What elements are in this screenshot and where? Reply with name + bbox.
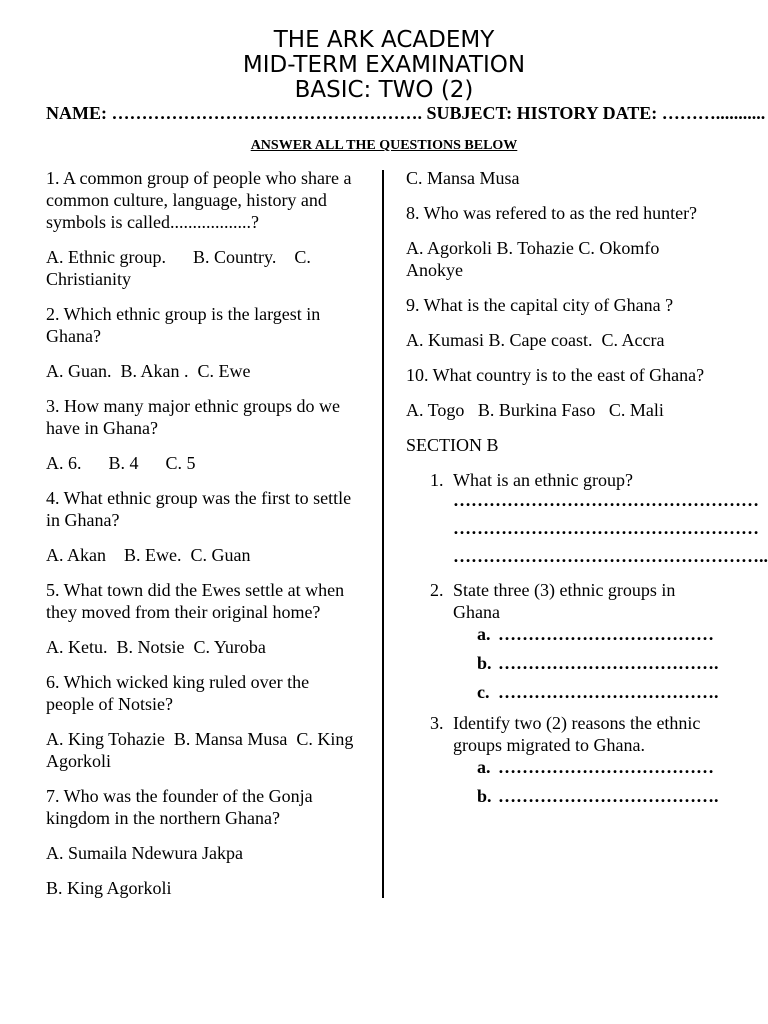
answer-line: ………………………………. <box>498 786 719 806</box>
part-label: c. <box>477 682 490 702</box>
question-text: What is an ethnic group? <box>453 470 633 490</box>
question-2-text: 2. Which ethnic group is the largest in Ghana? <box>46 304 325 346</box>
answer-line: …………………………………………… <box>453 490 759 510</box>
question-9-options: A. Kumasi B. Cape coast. C. Accra <box>406 330 665 350</box>
question-3-text: 3. How many major ethnic groups do we have in Ghana? <box>46 396 345 438</box>
part-label: a. <box>477 624 491 644</box>
question-6-options: A. King Tohazie B. Mansa Musa C. King Agorkoli <box>46 729 357 771</box>
answer-parts <box>453 753 719 811</box>
left-column <box>46 167 359 912</box>
right-column <box>406 167 768 816</box>
section-b-questions <box>406 469 768 809</box>
question-text: State three (3) ethnic groups in Ghana <box>453 580 676 622</box>
answer-part <box>477 782 719 811</box>
name-subject-date-line: NAME: ……………………………………………. SUBJECT: HISTORY DATE: ………........... <box>46 103 766 123</box>
question-7-option-c: C. Mansa Musa <box>406 168 520 188</box>
question-8-options: A. Agorkoli B. Tohazie C. Okomfo Anokye <box>406 238 663 280</box>
answer-lines <box>453 486 768 570</box>
answer-part <box>477 753 719 782</box>
answer-line: …………………………………………….. <box>453 546 768 566</box>
question-number: 3. <box>430 713 444 733</box>
part-label: a. <box>477 757 491 777</box>
question-1-options: A. Ethnic group. B. Country. C. Christianity <box>46 247 316 289</box>
answer-line: …………………………………………… <box>453 518 759 538</box>
answer-line: ………………………………. <box>498 682 719 702</box>
question-9-text: 9. What is the capital city of Ghana ? <box>406 295 674 315</box>
school-name: THE ARK ACADEMY <box>273 27 495 53</box>
question-number: 2. <box>430 580 444 600</box>
exam-title: MID-TERM EXAMINATION <box>242 52 526 78</box>
question-2-options: A. Guan. B. Akan . C. Ewe <box>46 361 251 381</box>
answer-line: ………………………………. <box>498 653 719 673</box>
question-7-text: 7. Who was the founder of the Gonja kingdom in the northern Ghana? <box>46 786 318 828</box>
answer-part <box>477 620 719 649</box>
question-4-options: A. Akan B. Ewe. C. Guan <box>46 545 251 565</box>
answer-part <box>477 678 719 707</box>
question-5-options: A. Ketu. B. Notsie C. Yuroba <box>46 637 266 657</box>
section-b-question-1 <box>430 469 768 572</box>
part-label: b. <box>477 786 492 806</box>
column-divider <box>382 170 384 898</box>
question-body <box>453 469 768 572</box>
question-text: Identify two (2) reasons the ethnic groups migrated to Ghana. <box>453 713 701 755</box>
question-3-options: A. 6. B. 4 C. 5 <box>46 453 196 473</box>
exam-header <box>0 28 768 103</box>
question-10-options: A. Togo B. Burkina Faso C. Mali <box>406 400 664 420</box>
question-7-option-a: A. Sumaila Ndewura Jakpa <box>46 843 243 863</box>
section-b-question-3 <box>430 712 719 809</box>
section-b-question-2 <box>430 579 719 705</box>
part-label: b. <box>477 653 492 673</box>
question-body <box>453 712 719 809</box>
instruction: ANSWER ALL THE QUESTIONS BELOW <box>250 138 518 153</box>
question-6-text: 6. Which wicked king ruled over the people of Notsie? <box>46 672 314 714</box>
question-1-text: 1. A common group of people who share a common culture, language, history and symbols is called..................? <box>46 168 356 232</box>
question-8-text: 8. Who was refered to as the red hunter? <box>406 203 698 223</box>
question-body <box>453 579 719 705</box>
answer-line: ……………………………… <box>498 757 714 777</box>
answer-part <box>477 649 719 678</box>
question-10-text: 10. What country is to the east of Ghana? <box>406 365 705 385</box>
question-7-option-b: B. King Agorkoli <box>46 878 172 898</box>
section-b-title: SECTION B <box>406 435 499 455</box>
class-level: BASIC: TWO (2) <box>294 77 474 103</box>
answer-line: ……………………………… <box>498 624 714 644</box>
question-4-text: 4. What ethnic group was the first to settle in Ghana? <box>46 488 356 530</box>
question-number: 1. <box>430 470 444 490</box>
question-5-text: 5. What town did the Ewes settle at when they moved from their original home? <box>46 580 349 622</box>
answer-parts <box>453 620 719 707</box>
